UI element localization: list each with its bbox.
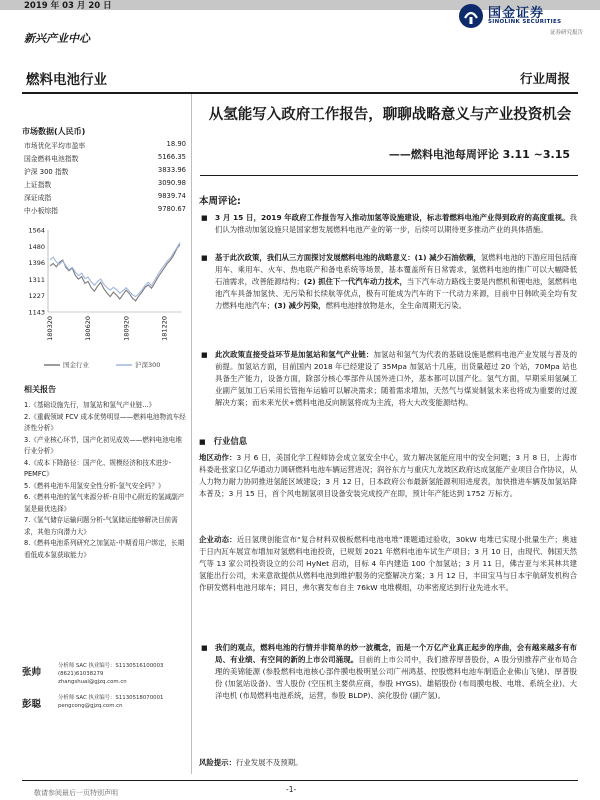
research-center: 新兴产业中心 — [24, 32, 90, 45]
analyst-info: 分析师 SAC 执业编号：S1130516100003 (8621)61038279 zhangshuai@gjzq.com.cn — [58, 663, 164, 685]
related-report-link[interactable]: 2.《重载领域 FCV 成本优势明显——燃料电池物流车经济性分析》 — [24, 412, 186, 432]
paragraph-beneficiaries: ■ 此次政策直接受益环节是加氢站和氢气产业链：加氢站和氢气为代表的基础设施是燃料电池产业发展与普及的前提。加氢站方面，目前国内 2018 年已经建设了 35Mpa 加氢站十几座，出货量超过 20 个站，70Mpa 站也具备生产能力，设备方面，除部分核心零部件从国外进口外，基本都可以国产化。氢气方面，早期采用氢碱工业副产氢加工后采用长管拖车运输可以解决需求；随着需求增加，天然气与煤炭制氢未来也将成为重要的过渡解决方案；而未来光伏+燃料电池反向制氢将成为主流，将大大改变能源结构。 — [201, 350, 577, 407]
x-tick-label: 180620 — [84, 316, 93, 341]
market-row: 沪深 300 指数 3833.96 — [24, 166, 186, 176]
weekly-review-title: 本周评论: — [199, 196, 241, 207]
logo-mark-icon — [458, 3, 484, 29]
legend-label: 沪深300 — [135, 361, 161, 369]
industry-name: 燃料电池行业 — [26, 72, 107, 88]
y-tick-label: 1311 — [28, 275, 45, 284]
related-report-link[interactable]: 3.《产业核心环节，国产化初见成效——燃料电池电堆行业分析》 — [24, 435, 182, 455]
analyst-email[interactable]: zhangshuai@gjzq.com.cn — [58, 679, 127, 685]
analyst — [22, 694, 188, 726]
related-report-link[interactable]: 4.《成本下降路径：国产化、规模经济和技术进步-PEMFC》 — [24, 458, 172, 478]
title-divider — [200, 175, 578, 176]
footer-disclaimer: 敬请参阅最后一页特别声明 — [34, 789, 118, 797]
market-row: 上证指数 3090.98 — [24, 179, 186, 189]
analyst — [22, 662, 188, 694]
square-bullet-icon: ■ — [201, 644, 208, 652]
x-tick-label: 180920 — [122, 316, 131, 341]
logo-subtitle: 证券研究报告 — [550, 30, 584, 36]
related-reports-title: 相关报告 — [24, 385, 56, 394]
x-tick-label: 181220 — [160, 316, 169, 341]
analyst-block — [22, 662, 188, 726]
page-number: -1- — [286, 785, 297, 794]
paragraph-company: 企业动态：近日氢璞创能宣布“复合材料双极板燃料电池电堆”课题通过验收，30kW 电堆已实现小批量生产；奥迪于日内瓦车展宣布增加对氢燃料电池投资，已规划 2021 年燃料电池车试生产项目；3 月 10 日，由现代、韩国天然气等 13 家公司投资设立的公司 HyNet 启动，目标 4 年内建造 100 个加氢站；3 月 11 日，佛吉亚与米其林共建氢能出行公司，未来意欲提供从燃料电池到维护服务的完整解决方案；3 月 12 日，丰田宝马与日本宇航研发机构合作研发燃料电池月球车；同日，弗尔赛发布自主 76kW 电堆模组，功率密度达到行业先进水平。 — [199, 535, 577, 592]
paragraph-regional: 地区动作：3 月 6 日，美国化学工程师协会成立氢安全中心，致力解决氢能应用中的安全问题；3 月 8 日，上海市科委赴张家口亿华通动力调研燃料电池车辆运营进况；润谷东方与重庆九龙坡区政府达成氢能产业项目合作协议，从人力物力耐力协同推进氢能区域建设；3 月 12 日，日本政府公布最新氢能源利用进度表，加快推进车辆及加氢站降本普及；3 月 15 日，首个风电制氢项目设备安装完成投产在即，预计年产能达到 1752 万标方。 — [199, 453, 577, 498]
report-title: 从氢能写入政府工作报告，聊聊战略意义与产业投资机会 — [208, 106, 572, 123]
analyst-name: 彭聪 — [22, 699, 42, 710]
series-line-1 — [50, 243, 180, 297]
square-bullet-icon: ■ — [199, 438, 206, 446]
market-row: 市场优化平均市盈率 18.90 — [24, 140, 186, 150]
logo-english: SINOLINK SECURITIES — [488, 19, 562, 25]
market-data-title: 市场数据(人民币) — [22, 127, 86, 136]
series-line-0 — [50, 244, 180, 301]
y-tick-label: 1564 — [28, 226, 45, 235]
chart-legend — [38, 360, 188, 370]
report-date: 2019 年 03 月 20 日 — [24, 1, 112, 11]
square-bullet-icon: ■ — [201, 214, 208, 222]
related-report-link[interactable]: 5.《燃料电池车用氢安全性分析-氢气安全吗？》 — [24, 481, 165, 490]
market-row: 国金燃料电池指数 5166.35 — [24, 153, 186, 163]
y-tick-label: 1143 — [28, 308, 45, 317]
related-report-link[interactable]: 6.《燃料电池的氢气来源分析-自用中心附近的氢减副产氢是最优选择》 — [24, 493, 185, 513]
y-tick-label: 1480 — [28, 242, 45, 251]
paragraph-policy: ■ 3 月 15 日，2019 年政府工作报告写入推动加氢等设施建设，标志着燃料电池产业得到政府的高度重视。我们认为推动加氢设施只是国家想发展燃料电池产业的第一步，后续可以期待更多推动产业的具体措施。 — [201, 213, 577, 234]
x-tick-label: 180320 — [46, 316, 54, 341]
legend-label: 国金行业 — [63, 361, 89, 369]
paragraph-viewpoint: ■ 我们的观点，燃料电池的行情并非简单的炒一波概念，而是一个万亿产业真正起步的序曲，会有越来越多有布局、有业绩、有空间的新的上市公司涌现。目前的上市公司中，我们推荐厚普股份，A 股分别推荐产业布局合理的美锦能源 (参股燃料电池核心部件膜电极明星公司广州鸿基、控股燃料电池车制造企业佛山飞驰)、厚普股份 (加氢站设备)、雪人股份 (空压机主要供应商，参股 HYGS)、雄韬股份 (布局膜电极、电堆、系统全业)、大洋电机 (布局燃料电池系统，运营，参股 BLDP)、滨化股份 (副产氢)。 — [201, 643, 577, 700]
analyst-email[interactable]: pengcong@gjzq.com.cn — [58, 703, 123, 709]
square-bullet-icon: ■ — [201, 254, 208, 262]
analyst-info: 分析师 SAC 执业编号：S1130518070001 pengcong@gjzq.com.cn — [58, 695, 164, 709]
y-tick-label: 1396 — [28, 259, 45, 268]
y-tick-label: 1227 — [28, 292, 45, 301]
index-chart — [22, 220, 190, 358]
related-report-link[interactable]: 1.《基础设施先行，加氢站和氢气产业链...》 — [24, 401, 156, 409]
analyst-name: 张帅 — [22, 667, 42, 678]
logo-text: 国金证券 — [488, 6, 545, 21]
industry-info-heading: ■ 行业信息 — [199, 436, 248, 446]
market-row: 中小板综指 9780.67 — [24, 205, 186, 215]
risk-warning: 风险提示：行业发展不及预期。 — [199, 758, 303, 767]
related-report-link[interactable]: 8.《燃料电池系列研究之加氢站-中期看用户绑定，长期看低成本氢获取能力》 — [24, 539, 185, 559]
square-bullet-icon: ■ — [201, 351, 208, 359]
report-subtitle: ——燃料电池每周评论 3.11 ~3.15 — [388, 148, 570, 161]
market-row: 深证成指 9839.74 — [24, 192, 186, 202]
related-reports-list — [24, 400, 186, 561]
footer-divider — [22, 780, 578, 781]
report-type: 行业周报 — [519, 71, 570, 86]
related-report-link[interactable]: 7.《氢气储存运输问题分析-气氢储运能够解决目前需求，其他方向潜力大》 — [24, 516, 178, 536]
paragraph-strategy: ■ 基于此次政策，我们从三方面探讨发展燃料电池的战略意义：(1) 减少石油依赖，氢燃料电池的下游应用包括商用车、乘用车、火车、热电联产和备电系统等场景，基本覆盖所有日常需求，氢燃料电池的推广可以大幅降低石油需求，改善能源结构；(2) 抓住下一代汽车动力技术，当下汽车动力路线主要是内燃机和锂电池，氢燃料电池汽车具备加氢快、无污染和长续航等优点，极有可能成为汽车的下一代动力来源，目前中日韩欧美全均有发力燃料电池汽车；(3) 减少污染，燃料电池排放物是水，全生命周期无污染。 — [201, 253, 577, 310]
company-logo — [458, 2, 598, 38]
